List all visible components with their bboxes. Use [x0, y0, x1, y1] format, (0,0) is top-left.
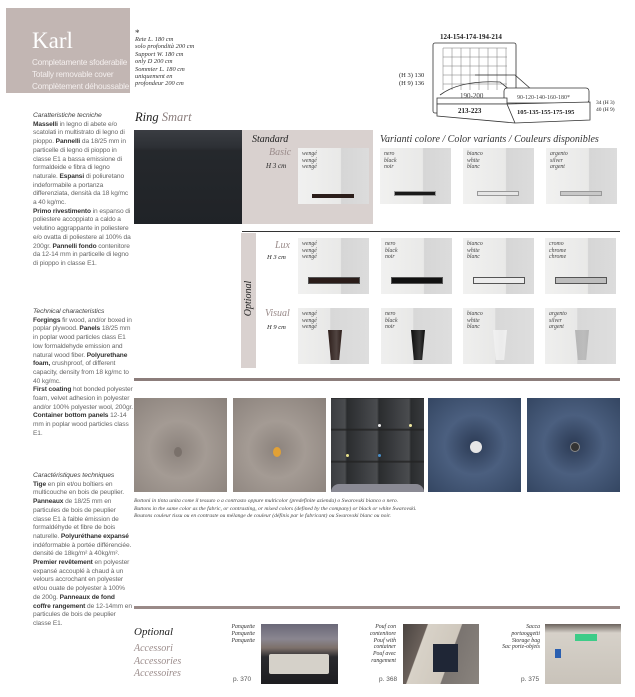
finish-label: wengé wengé wengé: [302, 241, 317, 261]
foot-foot: [477, 191, 519, 196]
swatch-variant-black: [380, 148, 451, 204]
basic-label: Basic: [269, 147, 292, 158]
subtitle-fr: Complètement déhoussable: [32, 82, 130, 91]
finish-label: argento silver argent: [549, 311, 567, 331]
finish-label: cromo chrome chrome: [549, 241, 567, 261]
dim-length: 213-223: [458, 107, 482, 115]
dim-side-h9: 40 (H 9): [596, 107, 615, 113]
dim-width: 105-135-155-175-195: [517, 109, 575, 116]
divider: [134, 378, 620, 381]
accessory-page[interactable]: p. 370: [233, 676, 252, 683]
lux-foot: [391, 277, 443, 284]
accessories-subtitles: Accessori Accessories Accessoires: [134, 643, 182, 679]
header-box: [6, 8, 130, 93]
finish-label: bianco white blanc: [467, 151, 483, 171]
variants-title: Varianti colore / Color variants / Couleurs disponibles: [380, 134, 599, 145]
subtitle-it: Completamente sfoderabile: [32, 58, 128, 67]
bed-base-photo: [134, 130, 242, 224]
swatch-variant-silver: [546, 148, 617, 204]
swatch-variant-white: [463, 148, 534, 204]
finish-label: nero black noir: [385, 311, 398, 331]
swatch-visual-silver: [545, 308, 616, 364]
product-title: Karl: [32, 28, 73, 53]
dim-height-h3: (H 3) 130: [399, 72, 425, 79]
foot-foot: [560, 191, 602, 196]
finish-label: bianco white blanc: [467, 311, 483, 331]
button-photo-contrast: [233, 398, 326, 492]
dim-mattress-width: 90-120-140-160-180*: [517, 95, 570, 101]
finish-label: nero black noir: [384, 151, 397, 171]
visual-label: Visual: [265, 308, 290, 319]
accessory-photo-panquette: [261, 624, 338, 684]
accessories-title: Optional: [134, 626, 174, 638]
tech-fr: Caractéristiques techniques Tige en pin et/ou boîtiers en multicouche en bois de peuplier. Panneaux de 18/25 mm en particules de bois de peuplier classe E1 à faible émission de formaldéhyde et fibre de bois naturelle. Polyuréthane expansé indéformable à portée différenciée. densité de 18kg/m² à 40kg/m². Premier revêtement en polyester expansé accouplé à chaud à un velours accrochant en polyester et/ou ouate de polyester à 100% de 200g. Panneaux de fond coffre rangement de 12-14mm en particules de bois de peuplier classe E1.: [33, 472, 132, 627]
accessory-photo-storage-bag: [545, 624, 621, 684]
accessory-text-bag: Sacca portaoggetti Storage bag Sac porte-objets: [502, 624, 540, 651]
finish-label: wengé wengé wengé: [302, 311, 317, 331]
divider: [134, 606, 620, 609]
lux-foot: [308, 277, 360, 284]
tech-it: Caratteristiche tecniche Masselli in legno di abete e/o scatolati in multistrato di legno di pioppo. Pannelli da 18/25 mm in particelle di legno di pioppo in classe E1 a bassa emissione di formaldeide e fibra di legno naturale. Espansi di poliuretano indeformabile a portanza differenziata, densità da 18 kg/mc a 40 kg/mc. Primo rivestimento in espanso di poliestere accoppiato a caldo a velutino aggrappante in poliestere e/o ovatta di poliestere al 100% da 200gr. Pannelli fondo contenitore da 12-14 mm in particelle di legno di pioppo in classe E1.: [33, 112, 131, 267]
buttons-caption: Bottoni in tinta unita come il tessuto o a contrasto oppure multicolor (predefinite azienda) o Swarovski bianco o nero. Buttons in the same color as the fabric, or contrasting, or mixed colors (defined by the company) or black or white Swarovski. Boutons couleur tissu ou en contraste ou mélange de couleur (définis par le fabricant) ou Swarovski blanc ou noir.: [134, 498, 417, 520]
lux-height: H 3 cm: [267, 254, 286, 261]
dim-height-h9: (H 9) 136: [399, 80, 425, 87]
accessory-page[interactable]: p. 375: [521, 676, 540, 683]
standard-label: Standard: [252, 134, 289, 145]
swatch-lux-wengé: [298, 238, 369, 294]
button-photo-swarovski-white: [428, 398, 521, 492]
leg-foot: [575, 330, 589, 360]
swatch-lux-white: [463, 238, 534, 294]
divider: [242, 231, 620, 232]
accessory-text-pouf: Pouf con contenitore Pouf with container Pouf avec rangement: [369, 624, 396, 664]
tech-en: Technical characteristics Forgings fir wood, and/or boxed in poplar plywood. Panels 18/25 mm in poplar wood particles class E1 low formaldehyde emission and natural wood fiber. Polyurethane foam, crushproof, of different capacity, density from 18 kg/mc to 40 kg/mc. First coating hot bonded polyester foam, velvet adhesion in polyester and/or 100% polyester wool, 200gr. Container bottom panels 12-14 mm in poplar wood particles class E1.: [33, 308, 133, 437]
lux-foot: [473, 277, 525, 284]
visual-height: H 9 cm: [267, 324, 286, 331]
size-notes: * Rete L. 180 cm solo profondità 200 cm Support W. 180 cm only D 200 cm Sommier L. 180 cm uniquement en profondeur 200 cm: [135, 28, 195, 88]
section-title: Ring Smart: [135, 110, 192, 124]
basic-height: H 3 cm: [266, 162, 287, 170]
accessory-text-panquette: Panquette Panquette Panquette: [231, 624, 255, 644]
swatch-basic-wenge: wengé wengé wengé: [298, 148, 369, 204]
finish-label: argento silver argent: [550, 151, 568, 171]
bed-diagram: [398, 20, 635, 130]
button-photo-multicolor: [331, 398, 424, 492]
lux-label: Lux: [275, 240, 290, 251]
foot-foot: [394, 191, 436, 196]
accessory-photo-pouf: [403, 624, 479, 684]
button-photo-swarovski-black: [527, 398, 620, 492]
dim-side-h3: 34 (H 3): [596, 100, 615, 106]
lux-foot: [555, 277, 607, 284]
dim-mattress-length: 190-200: [460, 92, 484, 100]
finish-label: bianco white blanc: [467, 241, 483, 261]
leg-foot: [411, 330, 425, 360]
swatch-lux-black: [381, 238, 452, 294]
leg-foot: [493, 330, 507, 360]
leg-foot: [328, 330, 342, 360]
swatch-visual-wengé: [298, 308, 369, 364]
subtitle-en: Totally removable cover: [32, 70, 114, 79]
swatch-lux-chrome: [545, 238, 616, 294]
optional-strip: Optional: [241, 233, 256, 368]
swatch-visual-black: [381, 308, 452, 364]
accessory-page[interactable]: p. 368: [379, 676, 398, 683]
swatch-visual-white: [463, 308, 534, 364]
dim-width-top: 124-154-174-194-214: [440, 33, 502, 41]
button-photo-fabric: [134, 398, 227, 492]
finish-label: nero black noir: [385, 241, 398, 261]
